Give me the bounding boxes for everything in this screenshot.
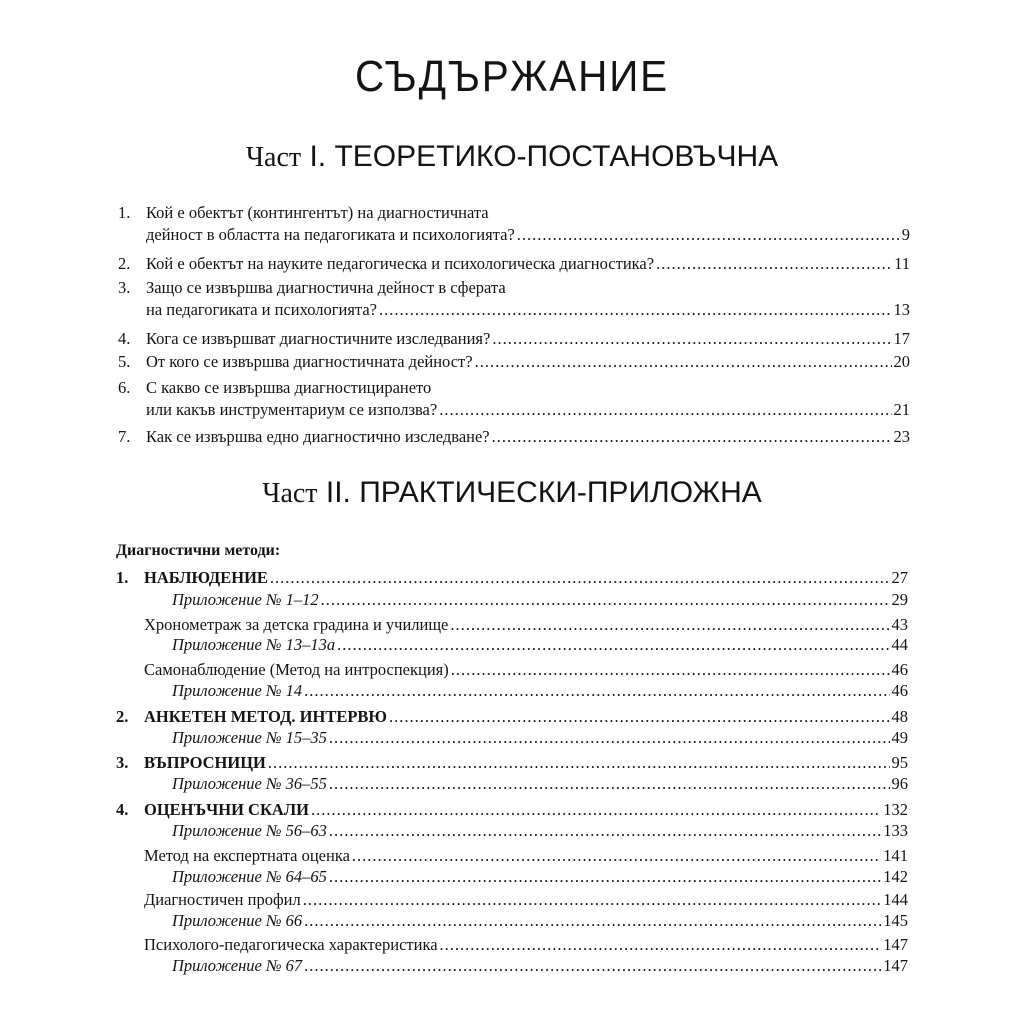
toc-entry-text: Самонаблюдение (Метод на интроспекция) <box>144 660 449 679</box>
toc-entry-text: Приложение № 14 <box>172 681 303 700</box>
dot-leader <box>329 821 881 841</box>
dot-leader <box>517 225 900 245</box>
part-1-title: I. ТЕОРЕТИКО-ПОСТАНОВЪЧНА <box>309 140 779 173</box>
toc-item-3-line1 <box>118 278 506 298</box>
page-number: 13 <box>893 300 910 319</box>
dot-leader <box>337 635 889 655</box>
toc-item-text: Кой е обектът (контингентът) на диагностичната <box>146 203 489 222</box>
toc-entry-harakteristika[interactable] <box>144 935 908 955</box>
toc-item-text: Защо се извършва диагностична дейност в сферата <box>146 278 506 297</box>
page-number: 20 <box>893 352 910 371</box>
toc-item-number: 6. <box>118 378 131 397</box>
toc-item-1-line1 <box>118 203 489 223</box>
toc-entry-text: Метод на експертната оценка <box>144 846 350 865</box>
toc-entry-text: Приложение № 15–35 <box>172 728 327 747</box>
page-number: 145 <box>883 911 908 930</box>
toc-item-text: на педагогиката и психологията? <box>146 300 377 319</box>
toc-entry-number: 2. <box>116 707 129 726</box>
dot-leader <box>475 352 892 372</box>
dot-leader <box>270 568 890 588</box>
dot-leader <box>451 660 890 680</box>
toc-entry-text: ОЦЕНЪЧНИ СКАЛИ <box>144 800 309 819</box>
toc-entry-appendix[interactable] <box>172 728 908 748</box>
part-1-word: Част <box>245 142 302 173</box>
dot-leader <box>268 753 890 773</box>
toc-item-1[interactable] <box>118 225 910 245</box>
toc-item-5[interactable] <box>118 352 910 372</box>
toc-entry-text: Приложение № 36–55 <box>172 774 327 793</box>
toc-item-4[interactable] <box>118 329 910 349</box>
page-number: 95 <box>891 753 908 772</box>
toc-entry-text: Приложение № 67 <box>172 956 303 975</box>
toc-item-number: 5. <box>118 352 131 371</box>
dot-leader <box>311 800 881 820</box>
toc-entry-appendix[interactable] <box>172 774 908 794</box>
page-number: 46 <box>891 660 908 679</box>
toc-entry-text: Диагностичен профил <box>144 890 301 909</box>
page-number: 29 <box>891 590 908 609</box>
page-number: 141 <box>883 846 908 865</box>
toc-item-6-line1 <box>118 378 431 398</box>
toc-entry-text: Психолого-педагогическа характеристика <box>144 935 438 954</box>
dot-leader <box>450 615 889 635</box>
page-number: 44 <box>891 635 908 654</box>
toc-item-text: Как се извършва едно диагностично изследване? <box>146 427 490 446</box>
page-number: 49 <box>891 728 908 747</box>
toc-entry-nablyudenie[interactable] <box>116 568 908 588</box>
dot-leader <box>656 254 892 274</box>
toc-item-2[interactable] <box>118 254 910 274</box>
page-number: 11 <box>894 254 910 273</box>
page-number: 9 <box>901 225 910 244</box>
toc-entry-diagnostichen-profil[interactable] <box>144 890 908 910</box>
page-title: СЪДЪРЖАНИЕ <box>354 52 670 101</box>
toc-item-number: 3. <box>118 278 131 297</box>
toc-entry-otsenachni-skali[interactable] <box>116 800 908 820</box>
toc-entry-appendix[interactable] <box>172 867 908 887</box>
toc-entry-text: Приложение № 1–12 <box>172 590 319 609</box>
page-number: 46 <box>891 681 908 700</box>
dot-leader <box>492 427 892 447</box>
page-number: 132 <box>883 800 908 819</box>
toc-entry-appendix[interactable] <box>172 681 908 701</box>
part-1-heading <box>0 140 1024 174</box>
dot-leader <box>303 890 882 910</box>
toc-item-3[interactable] <box>118 300 910 320</box>
part-2-word: Част <box>262 478 318 509</box>
toc-item-6[interactable] <box>118 400 910 420</box>
toc-entry-appendix[interactable] <box>172 590 908 610</box>
toc-item-text: или какъв инструментариум се използва? <box>146 400 438 419</box>
toc-entry-appendix[interactable] <box>172 911 908 931</box>
toc-entry-text: НАБЛЮДЕНИЕ <box>144 568 268 587</box>
page-number: 23 <box>893 427 910 446</box>
toc-item-number: 7. <box>118 427 131 446</box>
toc-item-number: 4. <box>118 329 131 348</box>
page-number: 21 <box>893 400 910 419</box>
dot-leader <box>389 707 889 727</box>
toc-item-number: 2. <box>118 254 131 273</box>
page-number: 48 <box>891 707 908 726</box>
toc-entry-number: 1. <box>116 568 129 587</box>
part-2-heading <box>0 476 1024 510</box>
dot-leader <box>304 681 889 701</box>
page-number: 96 <box>891 774 908 793</box>
toc-item-text: От кого се извършва диагностичната дейност? <box>146 352 473 371</box>
toc-entry-text: АНКЕТЕН МЕТОД. ИНТЕРВЮ <box>144 707 388 726</box>
part-2-title: II. ПРАКТИЧЕСКИ-ПРИЛОЖНА <box>325 476 762 509</box>
toc-entry-text: Приложение № 64–65 <box>172 867 327 886</box>
dot-leader <box>304 911 881 931</box>
dot-leader <box>379 300 892 320</box>
dot-leader <box>329 774 890 794</box>
toc-entry-text: Приложение № 56–63 <box>172 821 327 840</box>
toc-entry-text: ВЪПРОСНИЦИ <box>144 753 266 772</box>
dot-leader <box>492 329 891 349</box>
toc-entry-chronometrazh[interactable] <box>144 615 908 635</box>
dot-leader <box>321 590 890 610</box>
toc-entry-appendix[interactable] <box>172 821 908 841</box>
toc-item-text: дейност в областта на педагогиката и психологията? <box>146 225 515 244</box>
toc-item-text: Кога се извършват диагностичните изследвания? <box>146 329 491 348</box>
page-number: 17 <box>893 329 910 348</box>
toc-entry-text: Приложение № 13–13а <box>172 635 336 654</box>
toc-entry-vaprosnitsi[interactable] <box>116 753 908 773</box>
dot-leader <box>329 728 890 748</box>
dot-leader <box>440 935 882 955</box>
dot-leader <box>439 400 891 420</box>
toc-entry-text: Приложение № 66 <box>172 911 303 930</box>
page-number: 147 <box>883 956 908 975</box>
toc-entry-number: 4. <box>116 800 129 819</box>
toc-entry-number: 3. <box>116 753 129 772</box>
toc-entry-appendix[interactable] <box>172 635 908 655</box>
section-label: Диагностични методи: <box>116 542 281 559</box>
page-number: 142 <box>883 867 908 886</box>
page-number: 43 <box>891 615 908 634</box>
toc-entry-samonablyudenie[interactable] <box>144 660 908 680</box>
toc-item-text: С какво се извършва диагностицирането <box>146 378 432 397</box>
page-number: 27 <box>891 568 908 587</box>
page-number: 147 <box>883 935 908 954</box>
dot-leader <box>352 846 881 866</box>
toc-entry-appendix[interactable] <box>172 956 908 976</box>
page-number: 144 <box>883 890 908 909</box>
toc-entry-ekspertna-otsenka[interactable] <box>144 846 908 866</box>
toc-item-number: 1. <box>118 203 131 222</box>
toc-entry-text: Хронометраж за детска градина и училище <box>144 615 449 634</box>
page-number: 133 <box>883 821 908 840</box>
toc-item-text: Кой е обектът на науките педагогическа и психологическа диагностика? <box>146 254 655 273</box>
dot-leader <box>304 956 881 976</box>
dot-leader <box>329 867 881 887</box>
toc-entry-anketen-metod[interactable] <box>116 707 908 727</box>
toc-item-7[interactable] <box>118 427 910 447</box>
